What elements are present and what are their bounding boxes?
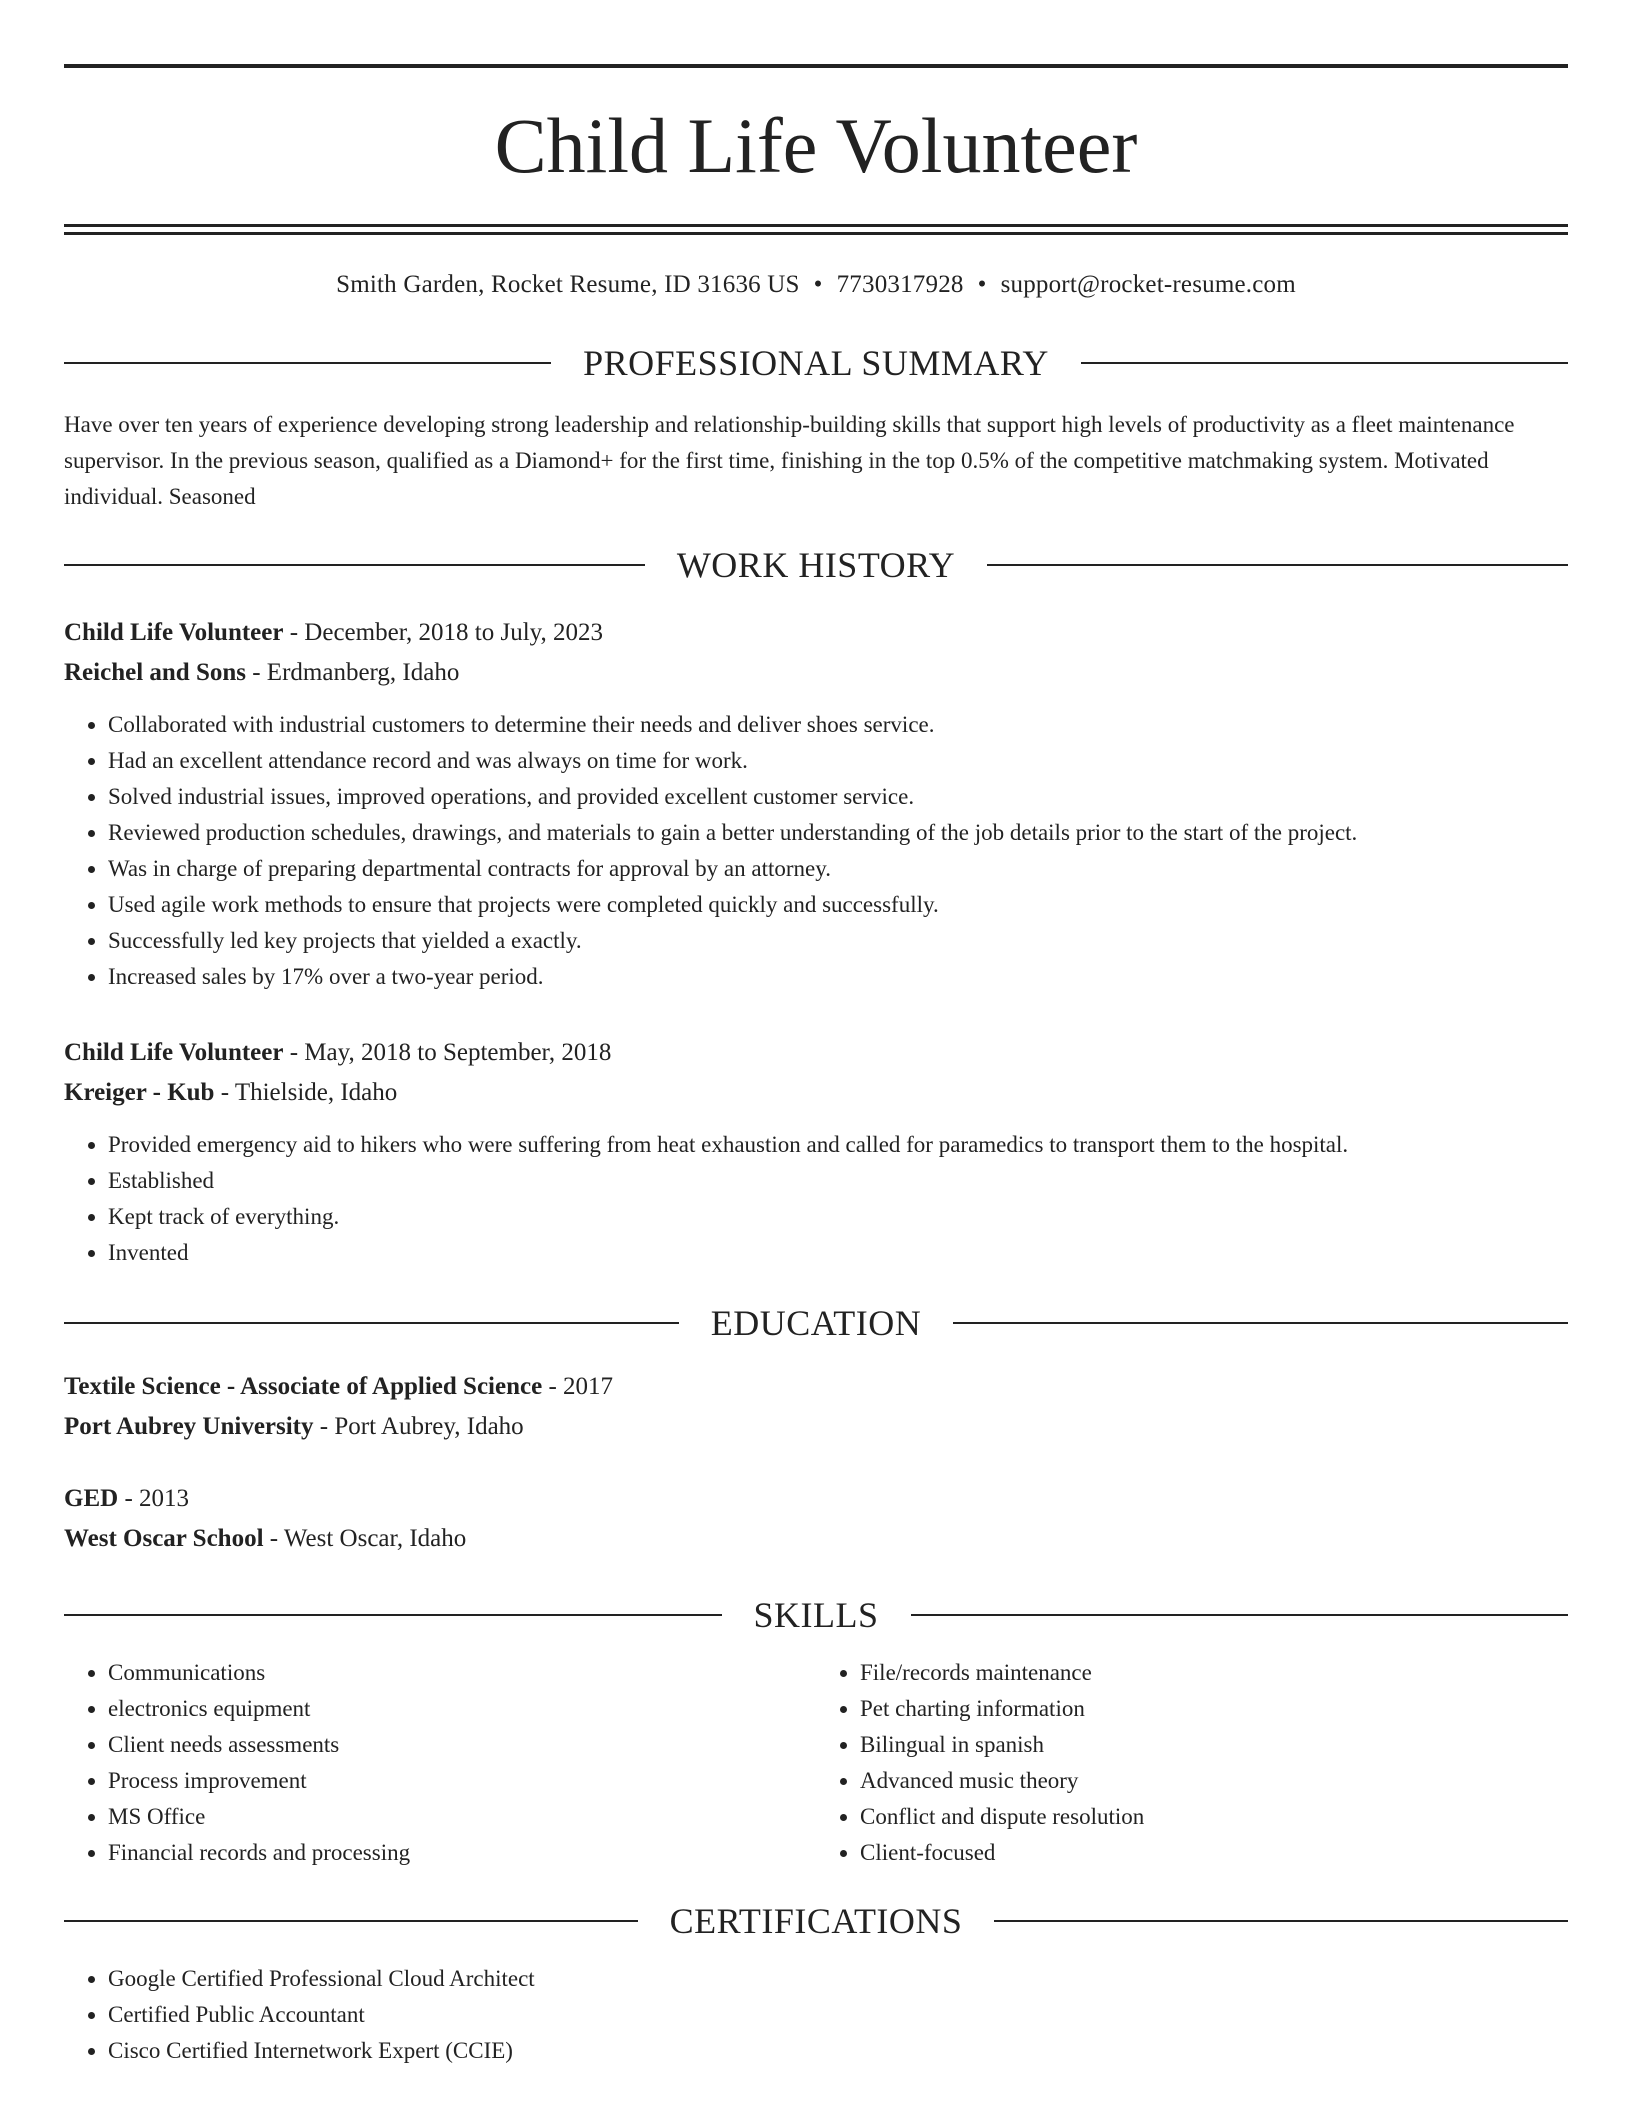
skill-item: • Conflict and dispute resolution bbox=[860, 1799, 1568, 1835]
job-entry bbox=[64, 613, 1568, 995]
skill-item: • Pet charting information bbox=[860, 1691, 1568, 1727]
top-rule bbox=[64, 64, 1568, 68]
candidate-name: Child Life Volunteer bbox=[494, 102, 1138, 189]
job-bullet: • Used agile work methods to ensure that projects were completed quickly and successfully. bbox=[108, 887, 1568, 923]
heading-rule bbox=[64, 1322, 679, 1324]
skill-item: • Process improvement bbox=[108, 1763, 816, 1799]
job-location: - Erdmanberg, Idaho bbox=[245, 659, 460, 686]
job-bullet: • Increased sales by 17% over a two-year period. bbox=[108, 959, 1568, 995]
job-company-line bbox=[64, 1073, 1568, 1113]
school-location: - West Oscar, Idaho bbox=[263, 1525, 467, 1552]
header-double-rule bbox=[64, 224, 1568, 235]
skill-item: • Communications bbox=[108, 1655, 816, 1691]
contact-phone: 7730317928 bbox=[836, 271, 964, 298]
job-bullet: • Provided emergency aid to hikers who were suffering from heat exhaustion and called for paramedics to transport them to the hospital. bbox=[108, 1127, 1568, 1163]
job-bullet: • Was in charge of preparing departmental contracts for approval by an attorney. bbox=[108, 851, 1568, 887]
certification-item: • Certified Public Accountant bbox=[108, 1997, 1568, 2033]
skills-heading bbox=[64, 1593, 1568, 1637]
skill-item: • electronics equipment bbox=[108, 1691, 816, 1727]
job-entry bbox=[64, 1033, 1568, 1271]
skills-columns bbox=[64, 1655, 1568, 1871]
heading-rule bbox=[64, 1920, 638, 1922]
contact-separator: • bbox=[977, 271, 987, 298]
work-history-heading bbox=[64, 543, 1568, 587]
certifications-block bbox=[64, 1961, 1568, 2069]
heading-rule bbox=[1081, 362, 1568, 364]
education-entry bbox=[64, 1479, 1568, 1559]
contact-separator: • bbox=[813, 271, 823, 298]
job-bullets bbox=[64, 1127, 1568, 1271]
skill-item: • Client-focused bbox=[860, 1835, 1568, 1871]
job-bullet: • Established bbox=[108, 1163, 1568, 1199]
heading-rule bbox=[994, 1920, 1568, 1922]
certifications-list bbox=[64, 1961, 1568, 2069]
job-title: Child Life Volunteer bbox=[64, 619, 284, 646]
degree-line bbox=[64, 1479, 1568, 1519]
education-heading bbox=[64, 1301, 1568, 1345]
section-title: CERTIFICATIONS bbox=[669, 1901, 963, 1941]
job-bullet: • Collaborated with industrial customers to determine their needs and deliver shoes service. bbox=[108, 707, 1568, 743]
contact-email: support@rocket-resume.com bbox=[1000, 271, 1296, 298]
degree: GED bbox=[64, 1485, 119, 1512]
school-line bbox=[64, 1407, 1568, 1447]
job-title: Child Life Volunteer bbox=[64, 1039, 284, 1066]
heading-rule bbox=[987, 564, 1568, 566]
school-line bbox=[64, 1519, 1568, 1559]
contact-address: Smith Garden, Rocket Resume, ID 31636 US bbox=[336, 271, 800, 298]
section-title: PROFESSIONAL SUMMARY bbox=[583, 343, 1049, 383]
job-bullet: • Invented bbox=[108, 1235, 1568, 1271]
heading-rule bbox=[911, 1614, 1569, 1616]
summary-heading bbox=[64, 341, 1568, 385]
heading-rule bbox=[953, 1322, 1568, 1324]
heading-rule bbox=[64, 362, 551, 364]
job-bullet: • Solved industrial issues, improved operations, and provided excellent customer service. bbox=[108, 779, 1568, 815]
degree: Textile Science - Associate of Applied Science bbox=[64, 1373, 543, 1400]
education-entry bbox=[64, 1367, 1568, 1447]
degree-year: - 2017 bbox=[542, 1373, 614, 1400]
certifications-heading bbox=[64, 1899, 1568, 1943]
school: West Oscar School bbox=[64, 1525, 264, 1552]
section-title: SKILLS bbox=[753, 1595, 879, 1635]
skill-item: • Advanced music theory bbox=[860, 1763, 1568, 1799]
school-location: - Port Aubrey, Idaho bbox=[313, 1413, 524, 1440]
job-bullets bbox=[64, 707, 1568, 995]
job-company: Kreiger - Kub bbox=[64, 1079, 215, 1106]
job-bullet: • Successfully led key projects that yielded a exactly. bbox=[108, 923, 1568, 959]
certification-item: • Google Certified Professional Cloud Architect bbox=[108, 1961, 1568, 1997]
summary-text: Have over ten years of experience developing strong leadership and relationship-building skills that support high levels of productivity as a fleet maintenance supervisor. In the previous season, qualified as a Diamond+ for the first time, finishing in the top 0.5% of the competitive matchmaking system. Motivated individual. Seasoned bbox=[64, 412, 1515, 509]
contact-line bbox=[64, 269, 1568, 301]
skill-item: • Financial records and processing bbox=[108, 1835, 816, 1871]
job-title-line bbox=[64, 613, 1568, 653]
job-bullet: • Kept track of everything. bbox=[108, 1199, 1568, 1235]
heading-rule bbox=[64, 1614, 722, 1616]
certification-item: • Cisco Certified Internetwork Expert (CCIE) bbox=[108, 2033, 1568, 2069]
skill-item: • MS Office bbox=[108, 1799, 816, 1835]
job-title-line bbox=[64, 1033, 1568, 1073]
skill-item: • Bilingual in spanish bbox=[860, 1727, 1568, 1763]
resume-page bbox=[64, 64, 1568, 2069]
heading-rule bbox=[64, 564, 645, 566]
section-title: EDUCATION bbox=[710, 1303, 922, 1343]
job-bullet: • Reviewed production schedules, drawings, and materials to gain a better understanding of the job details prior to the start of the project. bbox=[108, 815, 1568, 851]
skill-item: • Client needs assessments bbox=[108, 1727, 816, 1763]
section-title: WORK HISTORY bbox=[676, 545, 956, 585]
skills-left-list bbox=[64, 1655, 816, 1871]
job-company-line bbox=[64, 653, 1568, 693]
degree-line bbox=[64, 1367, 1568, 1407]
skills-right-list bbox=[816, 1655, 1568, 1871]
job-location: - Thielside, Idaho bbox=[214, 1079, 398, 1106]
job-bullet: • Had an excellent attendance record and was always on time for work. bbox=[108, 743, 1568, 779]
job-dates: - December, 2018 to July, 2023 bbox=[283, 619, 604, 646]
school: Port Aubrey University bbox=[64, 1413, 314, 1440]
job-company: Reichel and Sons bbox=[64, 659, 246, 686]
skill-item: • File/records maintenance bbox=[860, 1655, 1568, 1691]
job-dates: - May, 2018 to September, 2018 bbox=[283, 1039, 612, 1066]
degree-year: - 2013 bbox=[118, 1485, 190, 1512]
